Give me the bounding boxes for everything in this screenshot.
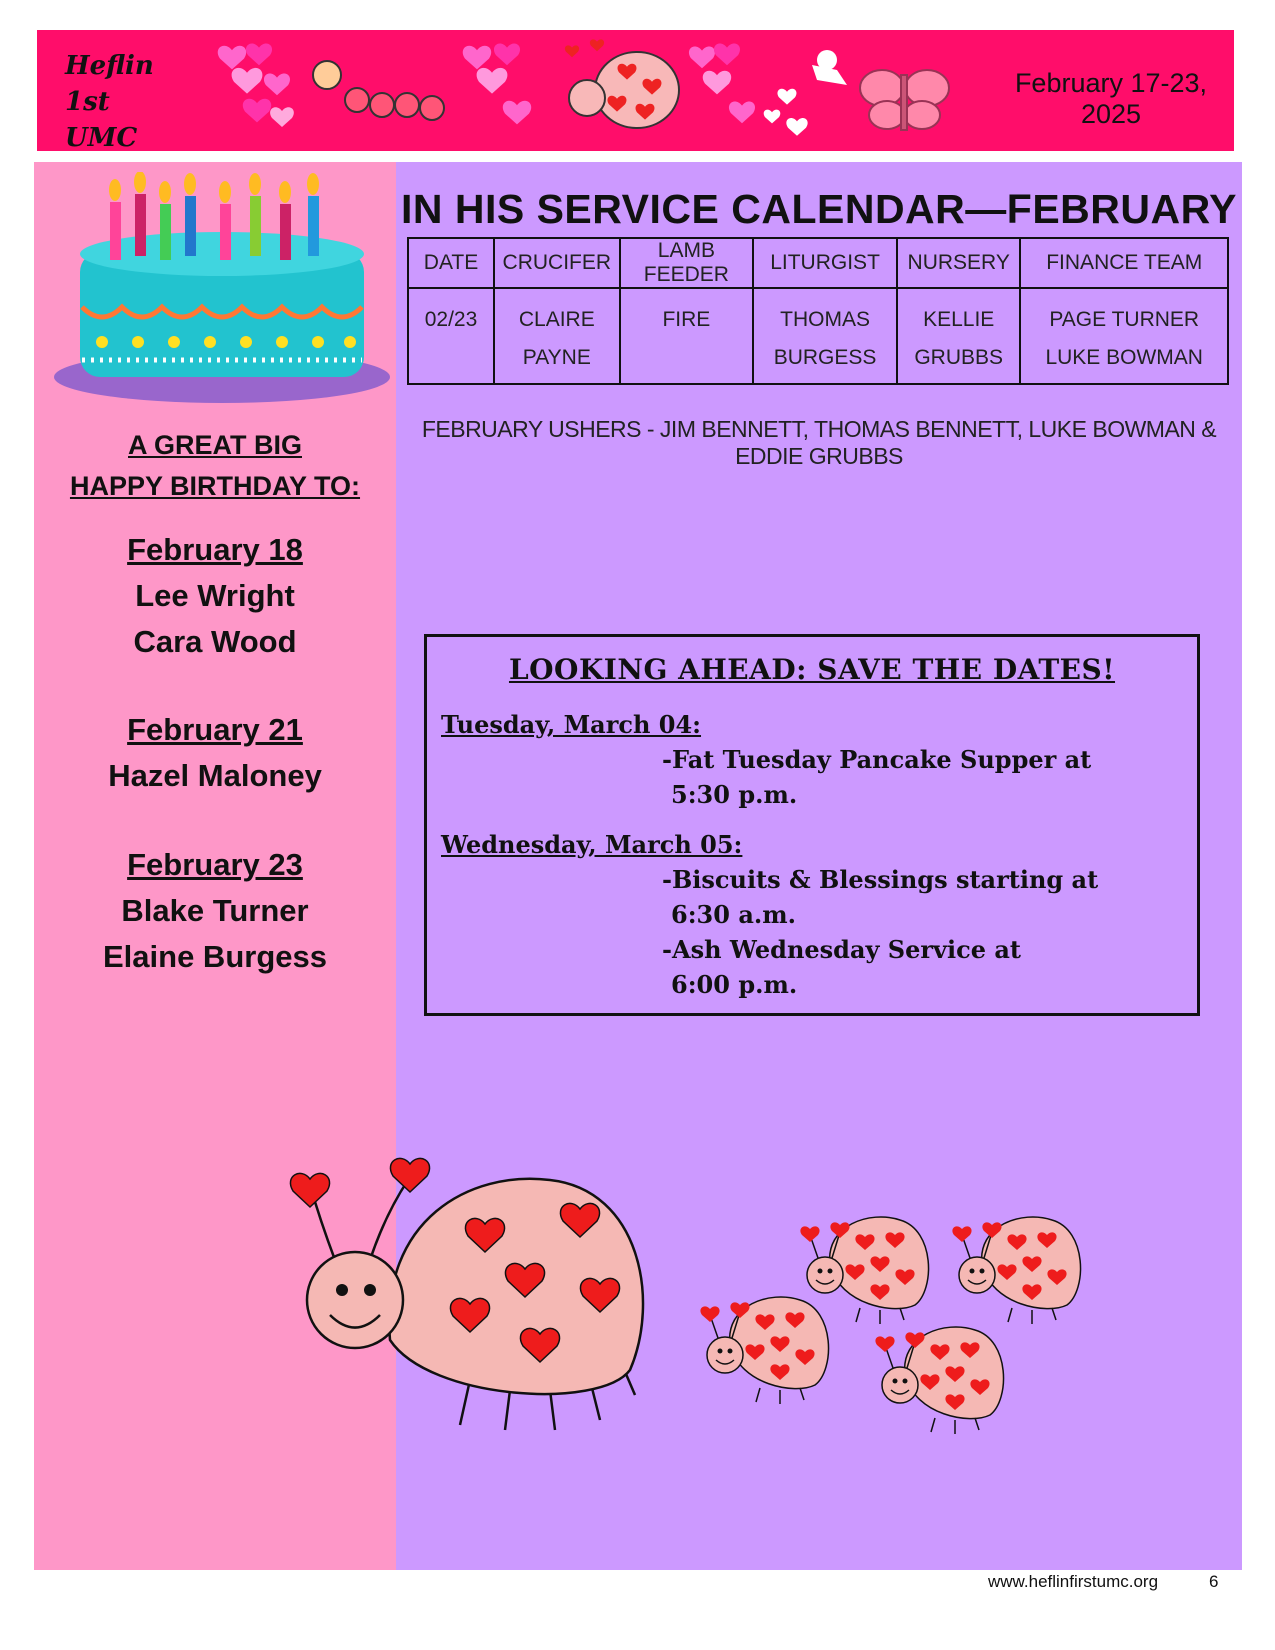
- church-name-line1: Heflin: [65, 51, 154, 81]
- table-cell: [620, 288, 754, 384]
- birthday-heading-line1: A GREAT BIG: [128, 430, 302, 460]
- column-header: FINANCE TEAM: [1020, 238, 1228, 288]
- column-header: DATE: [408, 238, 494, 288]
- website-url: www.heflinfirstumc.org: [988, 1572, 1159, 1591]
- birthday-name: Elaine Burgess: [103, 939, 327, 974]
- birthday-group: [34, 707, 396, 799]
- cell-line: FIRE: [662, 308, 711, 331]
- cell-line: LUKE BOWMAN: [1045, 346, 1203, 369]
- birthday-cake-icon: [52, 172, 392, 407]
- birthday-heading-line2: HAPPY BIRTHDAY TO:: [69, 471, 361, 501]
- save-the-dates-box: [424, 634, 1200, 1016]
- ladybugs-icon: [700, 1210, 1120, 1440]
- cell-line: PAYNE: [522, 346, 591, 369]
- column-header: NURSERY: [897, 238, 1021, 288]
- banner-decoration-icon: [187, 30, 987, 151]
- column-header: LITURGIST: [753, 238, 897, 288]
- event-line: 5:30 p.m.: [671, 780, 798, 809]
- event-line: -Biscuits & Blessings starting at: [662, 865, 1099, 894]
- cell-line: GRUBBS: [914, 346, 1004, 369]
- church-name-line2: 1st UMC: [65, 87, 138, 153]
- birthday-group: [34, 842, 396, 980]
- birthday-name: Hazel Maloney: [108, 758, 322, 793]
- table-cell: [494, 288, 620, 384]
- page-number: 6: [1209, 1572, 1219, 1591]
- header-banner: [37, 30, 1234, 151]
- cell-line: THOMAS: [780, 308, 870, 331]
- event-line: -Fat Tuesday Pancake Supper at: [662, 745, 1092, 774]
- table-cell: [408, 288, 494, 384]
- event-line: 6:00 p.m.: [671, 970, 798, 999]
- column-header: LAMB FEEDER: [620, 238, 754, 288]
- birthday-name: Blake Turner: [121, 893, 309, 928]
- issue-date: [996, 68, 1226, 130]
- cell-line: 02/23: [424, 308, 478, 331]
- birthday-name: Cara Wood: [133, 624, 297, 659]
- issue-date-line1: February 17-23,: [1014, 68, 1208, 98]
- birthday-heading: [34, 425, 396, 507]
- table-row: [408, 288, 1228, 384]
- birthday-date: February 23: [127, 847, 303, 882]
- table-cell: [897, 288, 1021, 384]
- event-line: 6:30 a.m.: [671, 900, 796, 929]
- column-header: CRUCIFER: [494, 238, 620, 288]
- ladybug-icon: [270, 1140, 670, 1440]
- cell-line: PAGE TURNER: [1049, 308, 1200, 331]
- event-day: Wednesday, March 05:: [441, 830, 743, 859]
- church-name: [65, 48, 185, 156]
- birthday-date: February 18: [127, 532, 303, 567]
- table-cell: [753, 288, 897, 384]
- event-day: Tuesday, March 04:: [441, 710, 702, 739]
- table-header-row: [408, 238, 1228, 288]
- service-calendar-title: IN HIS SERVICE CALENDAR—FEBRUARY: [400, 186, 1238, 232]
- cell-line: CLAIRE: [518, 308, 595, 331]
- issue-date-line2: 2025: [1080, 99, 1142, 129]
- ushers-text: FEBRUARY USHERS - JIM BENNETT, THOMAS BENNETT, LUKE BOWMAN & EDDIE GRUBBS: [421, 416, 1217, 469]
- save-the-dates-title: LOOKING AHEAD: SAVE THE DATES!: [508, 653, 1116, 686]
- birthday-date: February 21: [127, 712, 303, 747]
- service-calendar-table: [407, 237, 1229, 385]
- event-line: -Ash Wednesday Service at: [662, 935, 1021, 964]
- birthday-name: Lee Wright: [135, 578, 295, 613]
- cell-line: BURGESS: [773, 346, 877, 369]
- table-cell: [1020, 288, 1228, 384]
- cell-line: KELLIE: [923, 308, 995, 331]
- birthday-group: [34, 527, 396, 665]
